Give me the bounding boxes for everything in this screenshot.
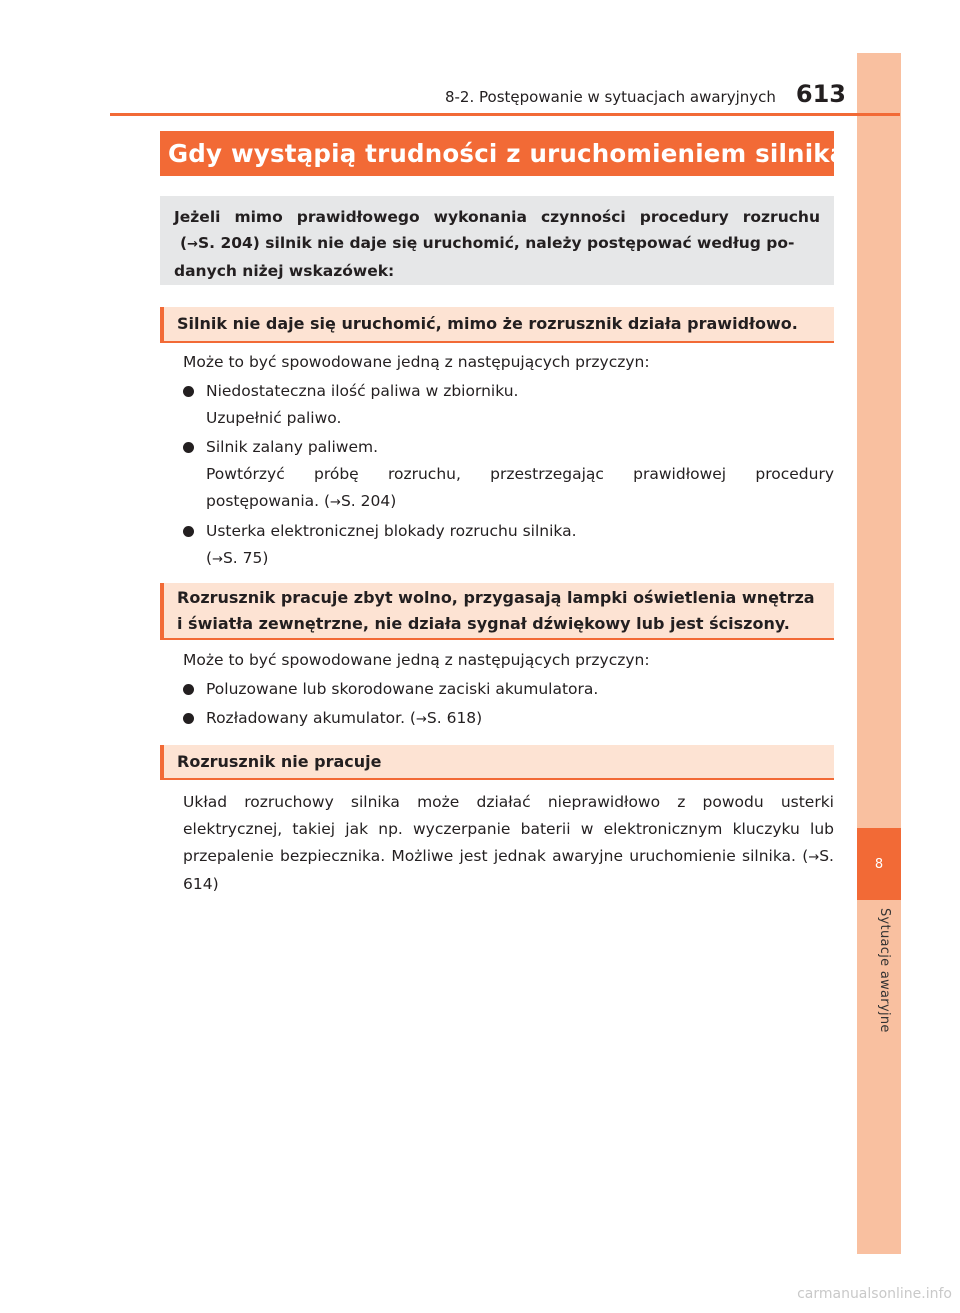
intro-line-1: Jeżeli mimo prawidłowego wykonania czynności procedury rozruchu	[174, 208, 820, 226]
page-header	[160, 80, 846, 110]
section-heading-2: Rozrusznik pracuje zbyt wolno, przygasają lampki oświetlenia wnętrza i światła zewnętrzne, nie działa sygnał dźwiękowy lub jest ściszony.	[160, 583, 834, 640]
bullet-icon	[183, 684, 194, 695]
intro-line-2: (→S. 204) silnik nie daje się uruchomić, należy postępować według po-	[180, 234, 795, 252]
running-title: 8-2. Postępowanie w sytuacjach awaryjnych	[444, 88, 776, 106]
watermark: carmanualsonline.info	[797, 1286, 952, 1302]
list-item: Poluzowane lub skorodowane zaciski akumulatora.	[183, 676, 834, 703]
header-rule	[110, 113, 900, 116]
bullet-icon	[183, 526, 194, 537]
section-heading-3: Rozrusznik nie pracuje	[160, 745, 834, 780]
page-number: 613	[795, 80, 846, 108]
arrow-right-icon: →	[330, 495, 341, 510]
chapter-number-tab[interactable]: 8	[857, 828, 901, 900]
section-heading-1: Silnik nie daje się uruchomić, mimo że rozrusznik działa prawidłowo.	[160, 307, 834, 343]
intro-box	[160, 196, 834, 285]
arrow-right-icon: →	[212, 552, 223, 567]
section-3-paragraph: Układ rozruchowy silnika może działać nieprawidłowo z powodu usterki elektrycznej, takiej jak np. wyczerpanie baterii w elektronicznym kluczyku lub przepalenie bezpiecznika. Możliwe jest jednak awaryjne uruchomienie silnika. (→S. 614)	[183, 793, 834, 893]
arrow-right-icon: →	[415, 712, 427, 727]
bullet-icon	[183, 442, 194, 453]
section-2-lead: Może to być spowodowane jedną z następujących przyczyn:	[183, 651, 650, 669]
bullet-icon	[183, 713, 194, 724]
section-2-bullets	[183, 676, 834, 735]
arrow-right-icon: →	[187, 237, 198, 252]
page-title: Gdy wystąpią trudności z uruchomieniem silnika	[160, 131, 834, 176]
arrow-right-icon: →	[808, 850, 820, 865]
chapter-side-band	[857, 53, 901, 1254]
list-item: Niedostateczna ilość paliwa w zbiorniku. Uzupełnić paliwo.	[183, 378, 834, 432]
section-1-bullets	[183, 378, 834, 575]
bullet-icon	[183, 386, 194, 397]
list-item: Rozładowany akumulator. (→S. 618)	[183, 705, 834, 733]
list-item: Usterka elektronicznej blokady rozruchu silnika. (→S. 75)	[183, 518, 834, 573]
section-1-lead: Może to być spowodowane jedną z następujących przyczyn:	[183, 353, 650, 371]
list-item: Silnik zalany paliwem. Powtórzyć próbę rozruchu, przestrzegając prawidłowej procedury postępowania. (→S. 204)	[183, 434, 834, 516]
chapter-title-vertical: Sytuacje awaryjne	[877, 908, 892, 1033]
intro-line-3: danych niżej wskazówek:	[174, 262, 395, 280]
